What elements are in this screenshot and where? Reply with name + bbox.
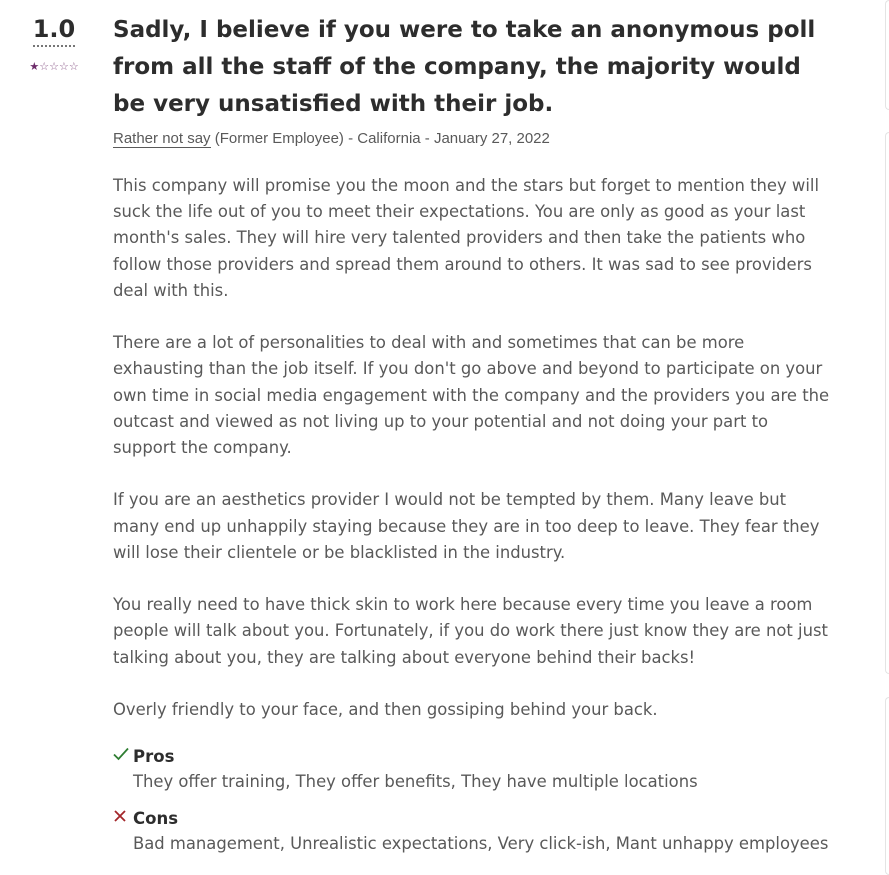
review-details: (Former Employee) - California - January 27, 2022 xyxy=(214,130,550,147)
review-card xyxy=(113,12,833,867)
pros-label: Pros xyxy=(133,746,175,766)
star-empty-icon: ☆ xyxy=(68,60,79,73)
review-paragraph: If you are an aesthetics provider I would not be tempted by them. Many leave but many end up unhappily staying because they are in too deep to leave. They fear they will lose their clientele or be blacklisted in the industry. xyxy=(113,490,820,562)
pros-section xyxy=(113,743,833,795)
review-paragraph: There are a lot of personalities to deal with and sometimes that can be more exhausting than the job itself. If you don't go above and beyond to participate on your own time in social media engagement with the company and the providers you are the outcast and viewed as not living up to your potential and not doing your part to support the company. xyxy=(113,333,830,458)
cons-label: Cons xyxy=(133,808,179,828)
review-paragraph: This company will promise you the moon and the stars but forget to mention they will suck the life out of you to meet their expectations. You are only as good as your last month's sales. They will hire very talented providers and then take the patients who follow those providers and spread them around to others. It was sad to see providers deal with this. xyxy=(113,176,819,300)
review-meta xyxy=(113,129,833,149)
star-empty-icon: ☆ xyxy=(39,60,50,73)
star-rating xyxy=(18,61,90,73)
star-filled-icon: ★ xyxy=(29,60,40,73)
rating-value: 1.0 xyxy=(33,14,76,47)
review-title: Sadly, I believe if you were to take an anonymous poll from all the staff of the company, the majority would be very unsatisfied with their job. xyxy=(113,17,816,117)
rating-summary xyxy=(18,14,90,73)
adjacent-panel-edge xyxy=(885,0,889,110)
star-empty-icon: ☆ xyxy=(49,60,59,73)
checkmark-icon xyxy=(113,746,133,766)
adjacent-panel-edge xyxy=(885,697,889,875)
author-link[interactable]: Rather not say xyxy=(113,130,211,147)
review-paragraph: You really need to have thick skin to work here because every time you leave a room people will talk about you. Fortunately, if you do work there just know they are not just talking about you, they are talking about everyone behind their backs! xyxy=(113,595,828,667)
x-mark-icon xyxy=(113,808,133,828)
star-empty-icon: ☆ xyxy=(58,60,69,73)
review-body xyxy=(113,173,833,723)
cons-section xyxy=(113,805,833,857)
pros-text: They offer training, They offer benefits, They have multiple locations xyxy=(133,772,698,792)
review-paragraph: Overly friendly to your face, and then gossiping behind your back. xyxy=(113,700,658,719)
adjacent-panel-edge xyxy=(885,132,889,674)
cons-text: Bad management, Unrealistic expectations, Very click-ish, Mant unhappy employees xyxy=(133,834,829,854)
pros-cons xyxy=(113,743,833,857)
